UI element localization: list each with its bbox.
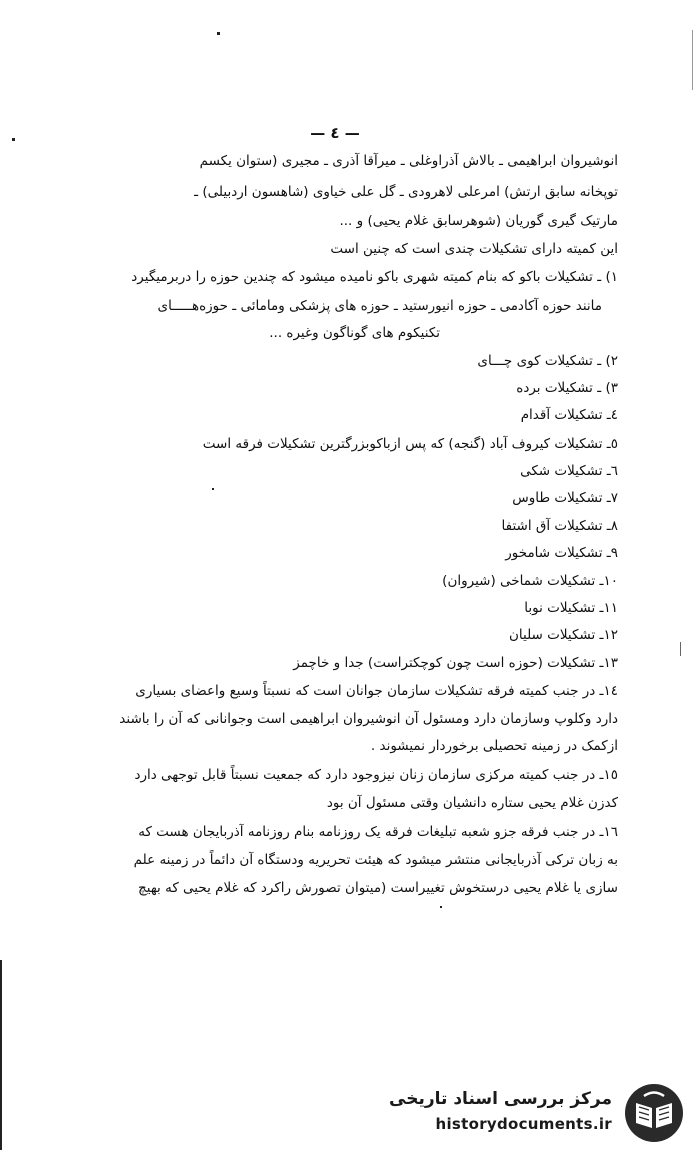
text-line: ۱) ـ تشکیلات باکو که بنام کمیته شهری باکو نامیده میشود که چندین حوزه را دربرمیگیرد — [131, 269, 618, 285]
text-line: ۷ـ تشکیلات طاوس — [512, 490, 618, 506]
watermark — [389, 1075, 690, 1145]
scan-edge-line — [692, 30, 693, 90]
text-line: توپخانه سابق ارتش) امرعلی لاهرودی ـ گل علی خیاوی (شاهسون اردبیلی) ـ — [194, 184, 618, 200]
scan-speck — [440, 906, 442, 908]
text-line: ۱۱ـ تشکیلات نوبا — [524, 600, 618, 616]
text-line: ۱۰ـ تشکیلات شماخی (شیروان) — [442, 573, 618, 589]
text-line: ٦ـ تشکیلات شکی — [520, 463, 618, 479]
text-line: مانند حوزه آکادمی ـ حوزه انیورستید ـ حوزه های پزشکی ومامائی ـ حوزه‌هـــــای — [157, 298, 602, 314]
text-line: دارد وکلوپ وسازمان دارد ومسئول آن انوشیروان ابراهیمی است وجوانانی که آن را باشند — [119, 711, 618, 727]
watermark-url: historydocuments.ir — [435, 1115, 612, 1133]
text-line: ۱٥ـ در جنب کمیته مرکزی سازمان زنان نیزوجود دارد که جمعیت نسبتاً قابل توجهی دارد — [134, 767, 618, 783]
scan-speck — [217, 32, 220, 35]
text-line: انوشیروان ابراهیمی ـ بالاش آذراوغلی ـ میرآقا آذری ـ مجیری (ستوان یکسم — [199, 153, 618, 169]
text-line: تکنیکوم های گوناگون وغیره ... — [269, 325, 440, 341]
scan-edge-line — [0, 960, 2, 1150]
scan-edge-line — [680, 642, 681, 656]
text-line: به زبان ترکی آذربایجانی منتشر میشود که هیئت تحریریه ودستگاه آن دائماً در زمینه علم — [133, 852, 618, 868]
text-line: این کمیته دارای تشکیلات چندی است که چنین است — [330, 241, 618, 257]
text-line: ٤ـ تشکیلات آقدام — [520, 407, 618, 423]
text-line: ۱٦ـ در جنب فرقه جزو شعبه تبلیغات فرقه یک روزنامه بنام روزنامه آذربایجان هست که — [138, 824, 618, 840]
text-line: ازکمک در زمینه تحصیلی برخوردار نمیشوند . — [370, 738, 618, 754]
scan-speck — [212, 488, 214, 490]
page-number: — ٤ — — [310, 124, 360, 142]
text-line: ۹ـ تشکیلات شامخور — [505, 545, 618, 561]
text-line: سازی یا غلام یحیی درستخوش تغییراست (میتوان تصورش راکرد که غلام یحیی که بهیچ — [138, 880, 618, 896]
text-line: ۱٤ـ در جنب کمیته فرقه تشکیلات سازمان جوانان است که نسبتاً وسیع واعضای بسیاری — [135, 683, 618, 699]
text-line: ۱۲ـ تشکیلات سلیان — [508, 627, 618, 643]
text-line: ۳) ـ تشکیلات برده — [516, 380, 618, 396]
text-line: ۲) ـ تشکیلات کوی چـــای — [477, 353, 618, 369]
text-line: کدزن غلام یحیی ستاره دانشیان وقتی مسئول آن بود — [326, 795, 618, 811]
text-line: ۸ـ تشکیلات آق اشتفا — [501, 518, 618, 534]
watermark-title: مرکز بررسی اسناد تاریخی — [389, 1089, 612, 1109]
open-book-logo-icon — [622, 1081, 686, 1145]
text-line: ۱۳ـ تشکیلات (حوزه است چون کوچکتراست) جدا و خاچمز — [293, 655, 618, 671]
scan-speck — [12, 138, 15, 141]
text-line: ٥ـ تشکیلات کیروف آباد (گنجه) که پس ازباکوبزرگترین تشکیلات فرقه است — [202, 436, 618, 452]
text-line: مارتیک گیری گوریان (شوهرسابق غلام یحیی) و ... — [339, 213, 618, 229]
